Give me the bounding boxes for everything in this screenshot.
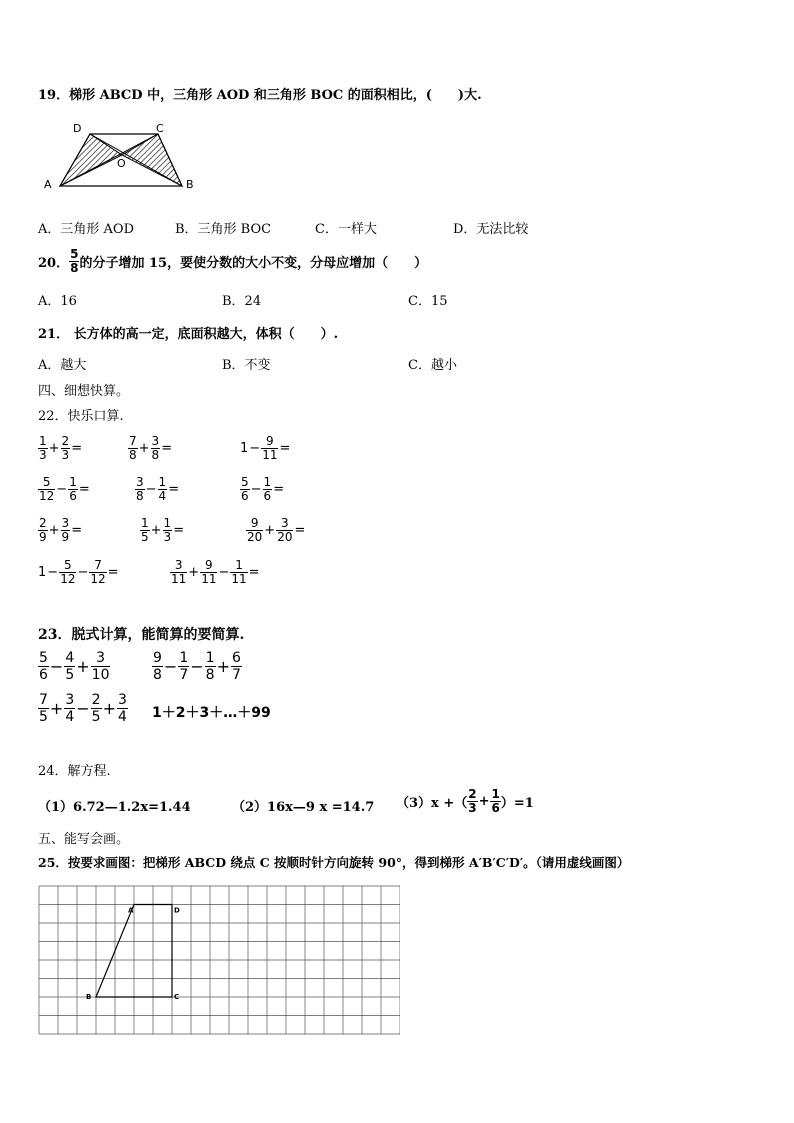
q23-text: 23．脱式计算，能简算的要简算. <box>38 627 245 643</box>
operator: = <box>168 482 180 497</box>
operator: + <box>48 523 60 538</box>
fraction: $\frac{3}{10}$ <box>91 650 110 683</box>
q25-grid-figure <box>38 885 400 1039</box>
operator: − <box>250 482 262 497</box>
q22-item-4 <box>38 476 91 503</box>
operator: + <box>188 565 200 580</box>
q22-item-6 <box>240 476 285 503</box>
q24-eq3-frac2: $\frac{1}{6}$ <box>491 787 500 815</box>
q20-fraction: $\frac{5}{8}$ <box>70 247 79 275</box>
operator: − <box>49 657 64 676</box>
operator: + <box>138 441 150 456</box>
operator: − <box>190 657 204 676</box>
operator: = <box>71 441 83 456</box>
operator: + <box>150 523 162 538</box>
triangle-aod <box>60 134 122 186</box>
fraction: $\frac{7}{8}$ <box>129 434 137 462</box>
fraction: $\frac{1}{6}$ <box>263 475 272 503</box>
fraction: $\frac{1}{3}$ <box>163 516 172 544</box>
q19-text: 19．梯形 ABCD 中，三角形 AOD 和三角形 BOC 的面积相比，( )大. <box>38 88 482 103</box>
fraction: $\frac{1}{5}$ <box>141 516 149 544</box>
triangle-boc <box>122 134 182 186</box>
operator: − <box>77 565 89 580</box>
operator: − <box>56 482 68 497</box>
operator: − <box>249 441 261 456</box>
fraction: $\frac{4}{5}$ <box>65 650 75 683</box>
fraction: $\frac{5}{6}$ <box>241 475 249 503</box>
q19-option-b: B．三角形 BOC <box>175 222 272 237</box>
operator: − <box>218 565 230 580</box>
q24-eq1: （1）6.72—1.2x=1.44 <box>38 800 191 815</box>
label-o: O <box>117 157 126 170</box>
fraction: $\frac{1}{3}$ <box>39 434 47 462</box>
q24-eq3-frac1: $\frac{2}{3}$ <box>468 787 477 815</box>
operator: = <box>71 523 83 538</box>
fraction: $\frac{7}{5}$ <box>39 692 48 725</box>
q20-line <box>38 248 427 275</box>
operator: − <box>145 482 157 497</box>
fraction: $\frac{3}{8}$ <box>136 475 144 503</box>
label-b: B <box>186 178 194 191</box>
fraction: $\frac{1}{4}$ <box>158 475 167 503</box>
grid-label-b: B <box>86 993 92 1001</box>
operator: + <box>264 523 276 538</box>
fraction: $\frac{3}{8}$ <box>151 434 160 462</box>
fraction: $\frac{3}{11}$ <box>171 558 187 586</box>
operator: − <box>76 699 90 718</box>
q19-trapezoid-figure <box>38 118 208 194</box>
label-c: C <box>156 122 164 135</box>
q22-item-3 <box>240 435 291 462</box>
operator: = <box>294 523 306 538</box>
grid-label-c: C <box>174 993 180 1001</box>
operator: + <box>216 657 230 676</box>
q19-option-d: D．无法比较 <box>453 222 529 237</box>
fraction: $\frac{9}{11}$ <box>201 558 217 586</box>
q21-text: 21． 长方体的高一定，底面积越大，体积（ ）. <box>38 327 339 342</box>
q20-option-a: A．16 <box>38 294 77 309</box>
section-4-title: 四、细想快算。 <box>38 384 130 399</box>
operator: = <box>248 565 260 580</box>
fraction: $\frac{6}{7}$ <box>231 650 241 683</box>
q19-option-c: C．一样大 <box>315 222 377 237</box>
operator: = <box>107 565 119 580</box>
fraction: $\frac{5}{12}$ <box>60 558 76 586</box>
operator: = <box>173 523 185 538</box>
q20-option-c: C．15 <box>408 294 448 309</box>
fraction: $\frac{2}{5}$ <box>91 692 101 725</box>
operator: + <box>76 657 90 676</box>
grid-label-a: A <box>128 906 134 915</box>
q22-item-8 <box>140 517 185 544</box>
fraction: $\frac{1}{6}$ <box>69 475 77 503</box>
fraction: $\frac{1}{8}$ <box>205 650 215 683</box>
q22-item-11 <box>170 559 261 586</box>
operator: − <box>47 565 59 580</box>
fraction: $\frac{3}{4}$ <box>117 692 127 725</box>
fraction: $\frac{3}{9}$ <box>61 516 70 544</box>
operator: + <box>102 699 116 718</box>
fraction: $\frac{5}{12}$ <box>39 475 55 503</box>
fraction: $\frac{2}{9}$ <box>39 516 47 544</box>
fraction: $\frac{3}{20}$ <box>277 516 293 544</box>
q24-eq2: （2）16x—9 x =14.7 <box>232 800 375 815</box>
term: 1＋2＋3＋…＋99 <box>152 705 271 721</box>
term: 1 <box>38 565 47 580</box>
fraction: $\frac{1}{11}$ <box>231 558 247 586</box>
q24-eq3: （3）x +（ $\frac{2}{3}$ + $\frac{1}{6}$ ）=1 <box>396 787 534 815</box>
q25-grid <box>38 885 400 1035</box>
q20-option-b: B．24 <box>222 294 262 309</box>
fraction: $\frac{9}{8}$ <box>153 650 162 683</box>
q24-text: 24．解方程. <box>38 764 111 779</box>
q23-item-3 <box>38 692 128 725</box>
q21-option-b: B．不变 <box>222 358 271 373</box>
operator: = <box>279 441 291 456</box>
q21-option-c: C．越小 <box>408 358 457 373</box>
fraction: $\frac{9}{20}$ <box>247 516 263 544</box>
fraction: $\frac{2}{3}$ <box>61 434 70 462</box>
q21-option-a: A．越大 <box>38 358 87 373</box>
operator: = <box>78 482 90 497</box>
operator: + <box>49 699 64 718</box>
term: 1 <box>240 441 249 456</box>
q20-number: 20． <box>38 256 70 271</box>
q23-item-1 <box>38 650 110 683</box>
q22-item-5 <box>135 476 180 503</box>
fraction: $\frac{7}{12}$ <box>90 558 106 586</box>
q22-item-2 <box>128 435 173 462</box>
q25-text: 25．按要求画图：把梯形 ABCD 绕点 C 按顺时针方向旋转 90°，得到梯形 A′B′C′D′。（请用虚线画图） <box>38 855 630 870</box>
section-5-title: 五、能写会画。 <box>38 832 130 847</box>
label-a: A <box>44 178 52 191</box>
q22-item-1 <box>38 435 83 462</box>
q22-item-9 <box>246 517 306 544</box>
q22-text: 22．快乐口算. <box>38 409 124 424</box>
fraction: $\frac{5}{6}$ <box>39 650 48 683</box>
label-d: D <box>73 122 82 135</box>
fraction: $\frac{1}{7}$ <box>179 650 189 683</box>
q20-text: 的分子增加 15，要使分数的大小不变，分母应增加（ ） <box>79 256 428 271</box>
fraction: $\frac{9}{11}$ <box>262 434 278 462</box>
q23-item-4 <box>152 702 271 722</box>
q22-item-10 <box>38 559 120 586</box>
grid-label-d: D <box>174 906 180 915</box>
q22-item-7 <box>38 517 83 544</box>
q23-item-2 <box>152 650 242 683</box>
operator: − <box>163 657 178 676</box>
fraction: $\frac{3}{4}$ <box>65 692 75 725</box>
operator: = <box>273 482 285 497</box>
operator: = <box>161 441 173 456</box>
q19-option-a: A．三角形 AOD <box>38 222 134 237</box>
operator: + <box>48 441 60 456</box>
